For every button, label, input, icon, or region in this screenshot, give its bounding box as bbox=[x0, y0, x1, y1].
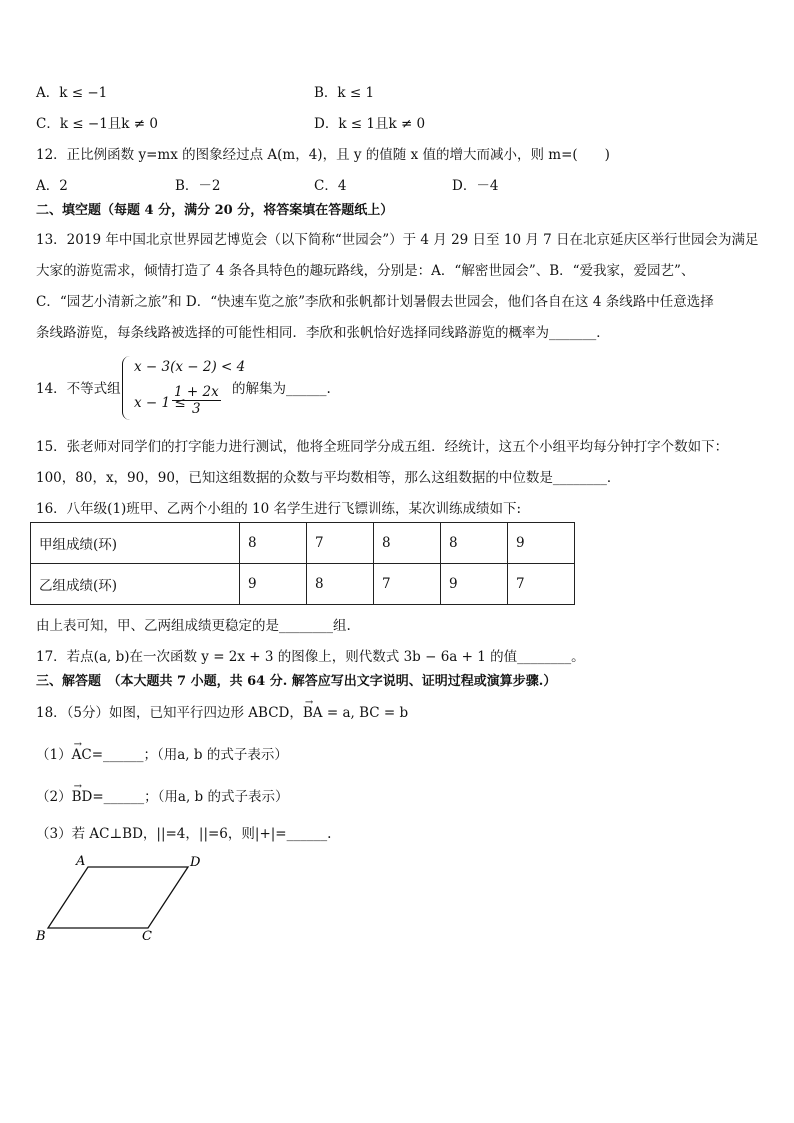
q12-option-d: D．－4 bbox=[452, 178, 499, 194]
question-13-line-4: 条线路游览，每条线路被选择的可能性相同．李欣和张帆恰好选择同线路游览的概率为_______． bbox=[36, 325, 610, 341]
question-13-line-1: 13．2019 年中国北京世界园艺博览会（以下简称“世园会”）于 4 月 29 日至 10 月 7 日在北京延庆区举行世园会为满足 bbox=[36, 232, 759, 248]
table-row bbox=[31, 523, 575, 564]
row-label: 甲组成绩(环) bbox=[31, 523, 240, 564]
question-14-suffix: 的解集为______. bbox=[232, 381, 331, 397]
q12-option-c: C．4 bbox=[314, 178, 347, 194]
option-c: C．k ≤ −1且k ≠ 0 bbox=[36, 116, 158, 132]
parallelogram-shape bbox=[48, 867, 188, 928]
inequality-fraction bbox=[172, 384, 221, 417]
table-cell: 8 bbox=[441, 523, 508, 564]
vertex-d-label: D bbox=[190, 855, 201, 870]
question-16-stem: 16．八年级(1)班甲、乙两个小组的 10 名学生进行飞镖训练，某次训练成绩如下: bbox=[36, 501, 522, 517]
option-d: D．k ≤ 1且k ≠ 0 bbox=[314, 116, 426, 132]
section-heading-solutions: 三、解答题 （本大题共 7 小题，共 64 分. 解答应写出文字说明、证明过程或演算步骤.） bbox=[36, 674, 557, 689]
question-13-line-3: C．“园艺小清新之旅”和 D．“快速车览之旅”李欣和张帆都计划暑假去世园会，他们各自在这 4 条线路中任意选择 bbox=[36, 294, 714, 310]
option-b: B．k ≤ 1 bbox=[314, 85, 375, 101]
system-brace bbox=[122, 356, 133, 420]
fraction-denominator: 3 bbox=[192, 401, 201, 417]
option-a: A．k ≤ −1 bbox=[36, 85, 108, 101]
vector-bd: → BD bbox=[72, 789, 93, 805]
table-cell: 9 bbox=[441, 564, 508, 605]
question-14-prefix: 14．不等式组 bbox=[36, 381, 121, 397]
vertex-c-label: C bbox=[142, 929, 152, 944]
inequality-1: x − 3(x − 2) < 4 bbox=[134, 359, 246, 375]
vector-definition: → BA = a, BC = b bbox=[303, 705, 408, 721]
fraction-numerator: 1 + 2x bbox=[174, 384, 219, 400]
inequality-2-left: x − 1 ≤ bbox=[134, 395, 186, 411]
table-cell: 8 bbox=[240, 523, 307, 564]
table-cell: 7 bbox=[374, 564, 441, 605]
question-18-part-3: （3）若 AC⊥BD，||=4，||=6，则|+|=______. bbox=[36, 826, 332, 842]
q12-option-b: B．－2 bbox=[175, 178, 221, 194]
question-17: 17．若点(a, b)在一次函数 y = 2x + 3 的图像上，则代数式 3b − 6a + 1 的值________。 bbox=[36, 649, 585, 665]
question-18-part-1: （1）→ AC=______；（用a, b 的式子表示） bbox=[36, 746, 288, 764]
question-15-line-2: 100，80，x，90，90，已知这组数据的众数与平均数相等，那么这组数据的中位数是________． bbox=[36, 470, 621, 486]
table-cell: 9 bbox=[240, 564, 307, 605]
table-cell: 7 bbox=[508, 564, 575, 605]
question-13-line-2: 大家的游览需求，倾情打造了 4 条各具特色的趣玩路线，分别是：A．“解密世园会”、B．“爱我家，爱园艺”、 bbox=[36, 263, 695, 279]
question-15-line-1: 15．张老师对同学们的打字能力进行测试，他将全班同学分成五组．经统计，这五个小组平均每分钟打字个数如下： bbox=[36, 439, 729, 455]
question-16-after: 由上表可知，甲、乙两组成绩更稳定的是________组. bbox=[36, 618, 351, 634]
q12-option-a: A．2 bbox=[36, 178, 68, 194]
question-18-part-2: （2）→ BD=______；（用a, b 的式子表示） bbox=[36, 788, 288, 806]
row-label: 乙组成绩(环) bbox=[31, 564, 240, 605]
vector-ac: → AC bbox=[72, 747, 92, 763]
table-cell: 8 bbox=[307, 564, 374, 605]
table-cell: 7 bbox=[307, 523, 374, 564]
score-table bbox=[30, 522, 575, 605]
table-row bbox=[31, 564, 575, 605]
vertex-b-label: B bbox=[36, 929, 46, 944]
table-cell: 9 bbox=[508, 523, 575, 564]
vertex-a-label: A bbox=[76, 854, 86, 869]
parallelogram-figure bbox=[30, 850, 220, 950]
question-12-stem: 12．正比例函数 y=mx 的图象经过点 A(m，4)，且 y 的值随 x 值的增大而减小，则 m=( ) bbox=[36, 147, 610, 163]
question-18-stem: 18．（5分）如图，已知平行四边形 ABCD，→ BA = a, BC = b bbox=[36, 704, 408, 722]
table-cell: 8 bbox=[374, 523, 441, 564]
section-heading-fill-in: 二、填空题（每题 4 分，满分 20 分，将答案填在答题纸上） bbox=[36, 203, 394, 218]
